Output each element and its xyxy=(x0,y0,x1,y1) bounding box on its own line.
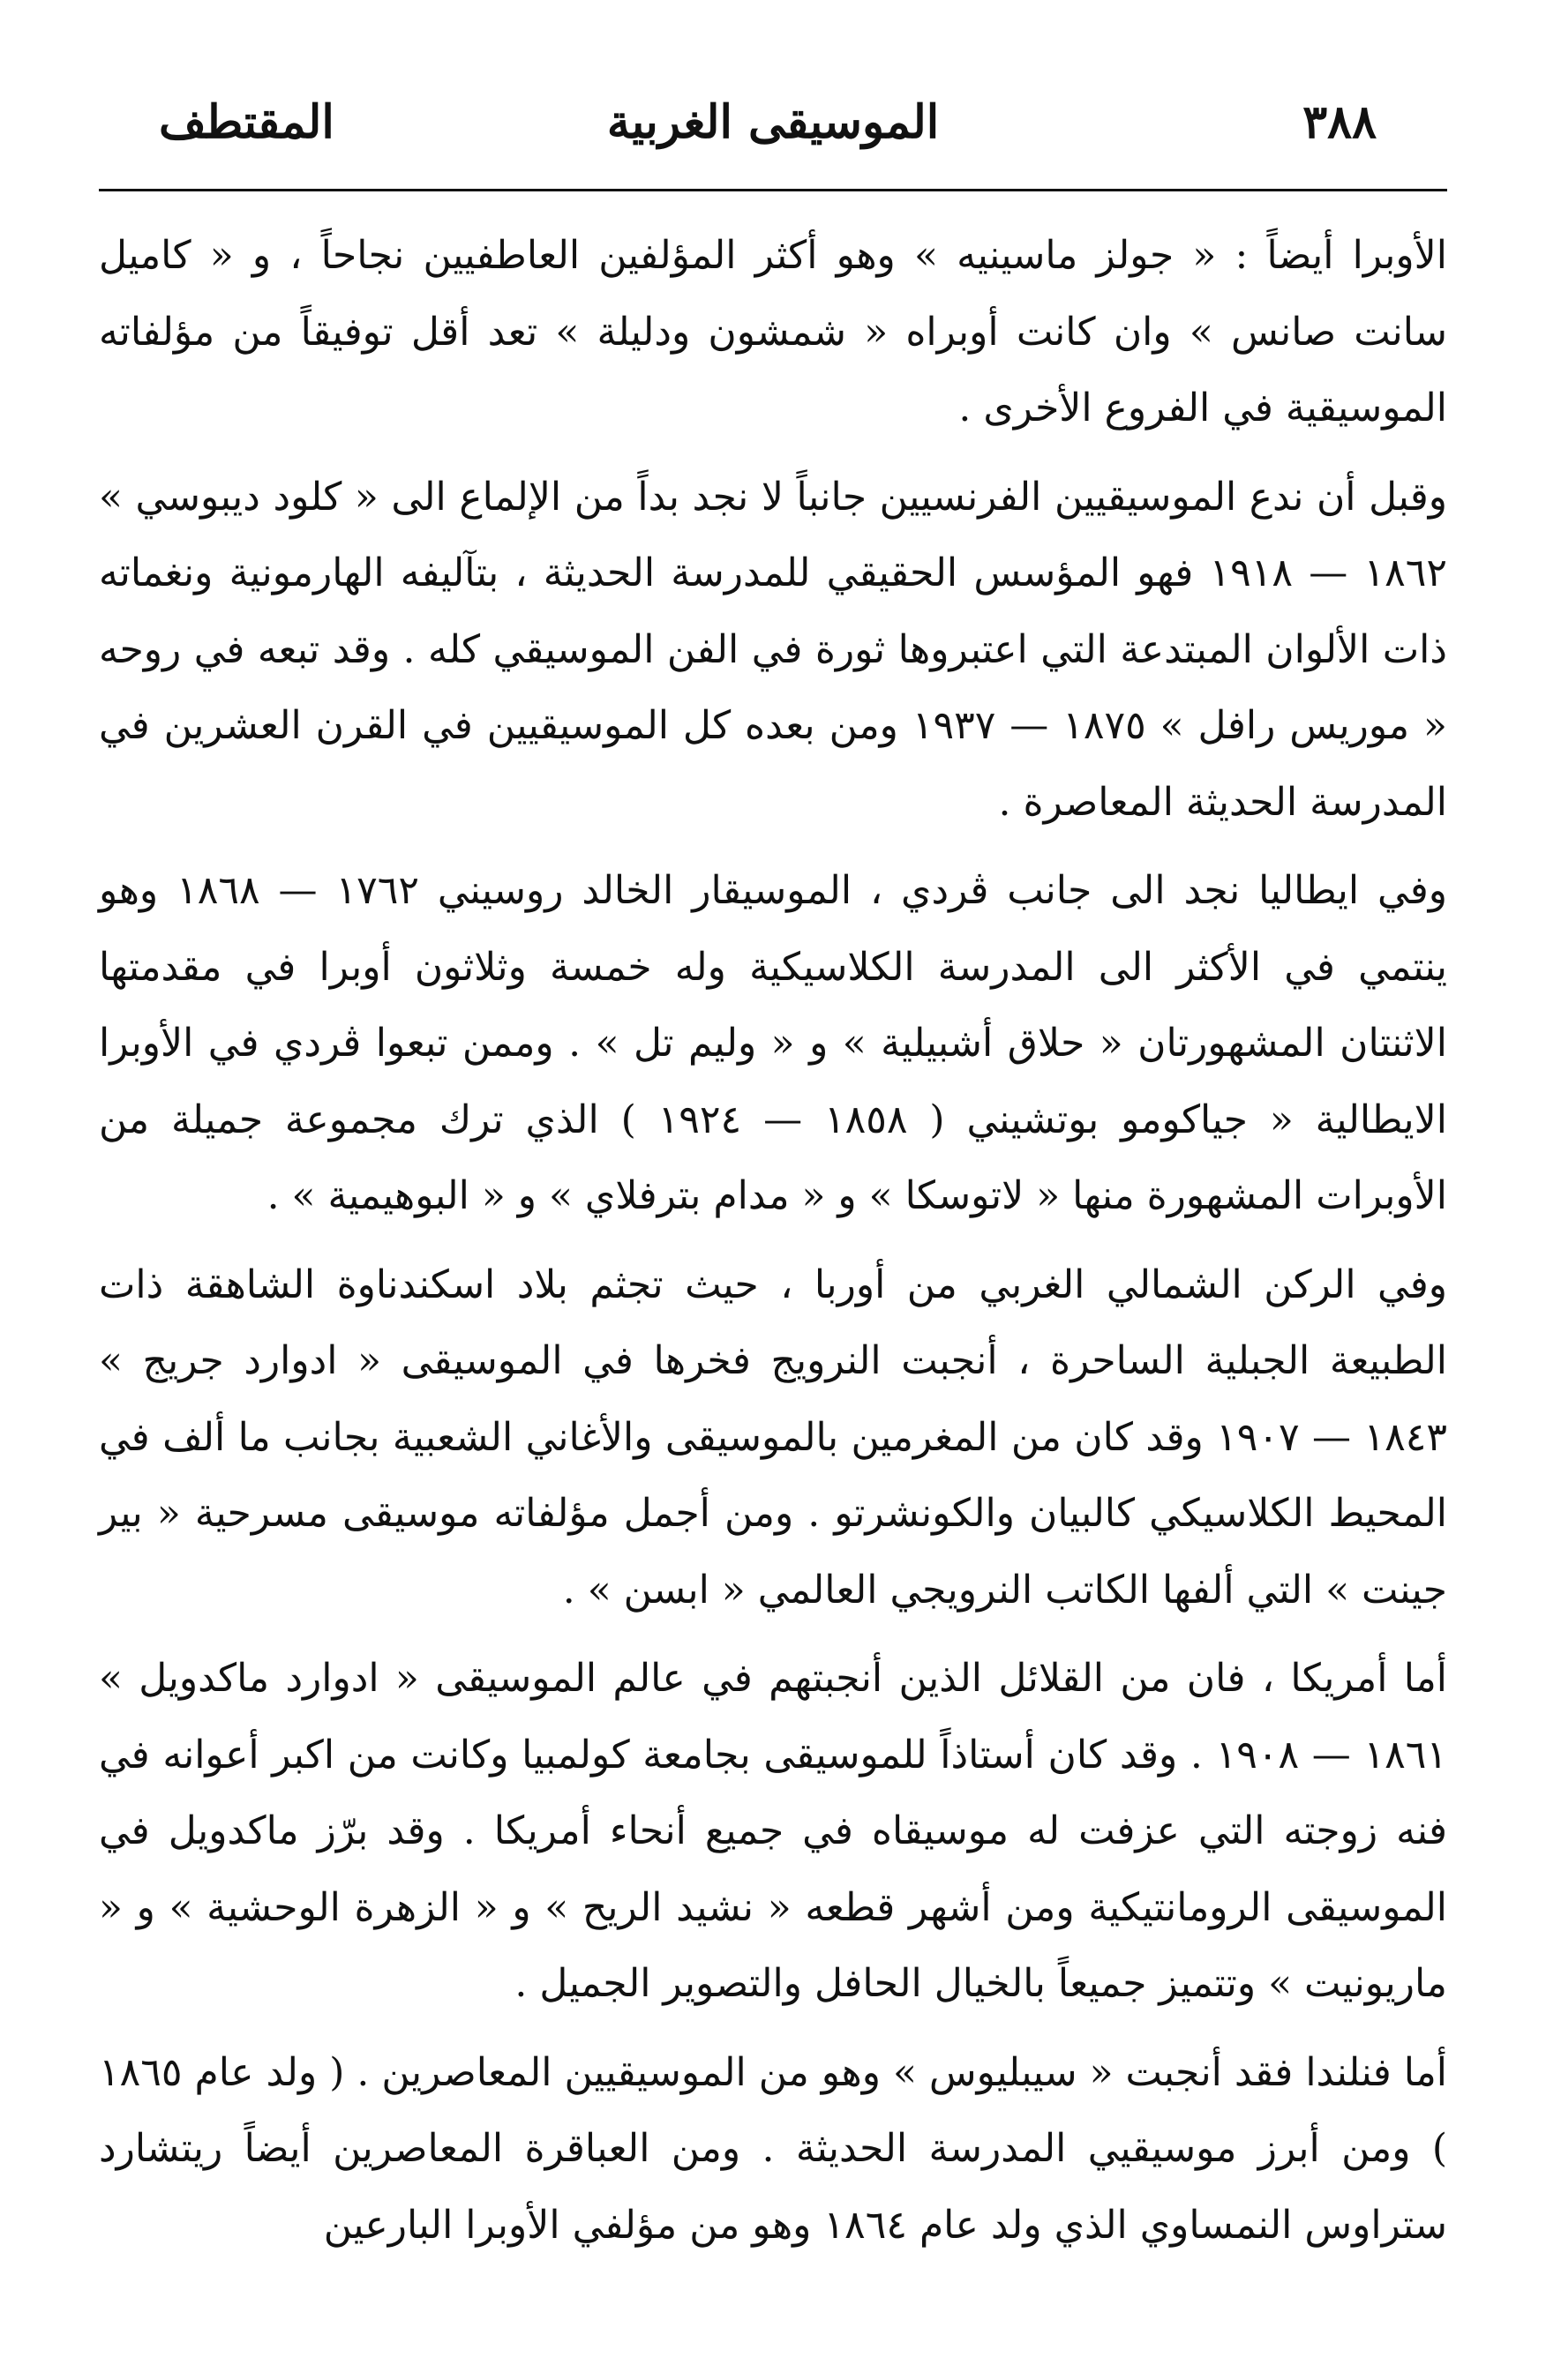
paragraph-finland: أما فنلندا فقد أنجبت « سيبليوس » وهو من الموسيقيين المعاصرين . ( ولد عام ١٨٦٥ ) ومن أبرز موسيقيي المدرسة الحديثة . ومن العباقرة المعاصرين أيضاً ريتشارد ستراوس النمساوي الذي ولد عام ١٨٦٤ وهو من مؤلفي الأوبرا البارعين xyxy=(99,2049,1447,2248)
running-title: الموسيقى الغربية xyxy=(606,95,940,149)
page-header xyxy=(99,95,1447,169)
paragraph-opera-france: الأوبرا أيضاً : « جولز ماسينيه » وهو أكثر المؤلفين العاطفيين نجاحاً ، و « كاميل سانت صانس » وان كانت أوبراه « شمشون ودليلة » تعد أقل توفيقاً من مؤلفاته الموسيقية في الفروع الأخرى . xyxy=(99,233,1447,430)
body-text xyxy=(99,218,1447,2264)
paragraph-norway: وفي الركن الشمالي الغربي من أوربا ، حيث تجثم بلاد اسكندناوة الشاهقة ذات الطبيعة الجبلية الساحرة ، أنجبت النرويج فخرها في الموسيقى « ادوارد جريج » ١٨٤٣ — ١٩٠٧ وقد كان من المغرمين بالموسيقى والأغاني الشعبية بجانب ما ألف في المحيط الكلاسيكي كالبيان والكونشرتو . ومن أجمل مؤلفاته موسيقى مسرحية « بير جينت » التي ألفها الكاتب النرويجي العالمي « ابسن » . xyxy=(99,1261,1447,1613)
header-rule xyxy=(99,189,1447,191)
paragraph-debussy: وقبل أن ندع الموسيقيين الفرنسيين جانباً لا نجد بداً من الإلماع الى « كلود ديبوسي » ١٨٦٢ — ١٩١٨ فهو المؤسس الحقيقي للمدرسة الحديثة ، بتآليفه الهارمونية ونغماته ذات الألوان المبتدعة التي اعتبروها ثورة في الفن الموسيقي كله . وقد تبعه في روحه « موريس رافل » ١٨٧٥ — ١٩٣٧ ومن بعده كل الموسيقيين في القرن العشرين في المدرسة الحديثة المعاصرة . xyxy=(99,474,1447,825)
page-number: ٣٨٨ xyxy=(1302,95,1377,149)
journal-name: المقتطف xyxy=(159,95,334,149)
paragraph-america: أما أمريكا ، فان من القلائل الذين أنجبتهم في عالم الموسيقى « ادوارد ماكدويل » ١٨٦١ — ١٩٠٨ . وقد كان أستاذاً للموسيقى بجامعة كولمبيا وكانت من اكبر أعوانه في فنه زوجته التي عزفت له موسيقاه في جميع أنحاء أمريكا . وقد برّز ماكدويل في الموسيقى الرومانتيكية ومن أشهر قطعه « نشيد الريح » و « الزهرة الوحشية » و « ماريونيت » وتتميز جميعاً بالخيال الحافل والتصوير الجميل . xyxy=(99,1656,1448,2006)
paragraph-italy: وفي ايطاليا نجد الى جانب ڤردي ، الموسيقار الخالد روسيني ١٧٦٢ — ١٨٦٨ وهو ينتمي في الأكثر الى المدرسة الكلاسيكية وله خمسة وثلاثون أوبرا في مقدمتها الاثنتان المشهورتان « حلاق أشبيلية » و « وليم تل » . وممن تبعوا ڤردي في الأوبرا الايطالية « جياكومو بوتشيني ( ١٨٥٨ — ١٩٢٤ ) الذي ترك مجموعة جميلة من الأوبرات المشهورة منها « لاتوسكا » و « مدام بترفلاي » و « البوهيمية » . xyxy=(99,868,1448,1218)
